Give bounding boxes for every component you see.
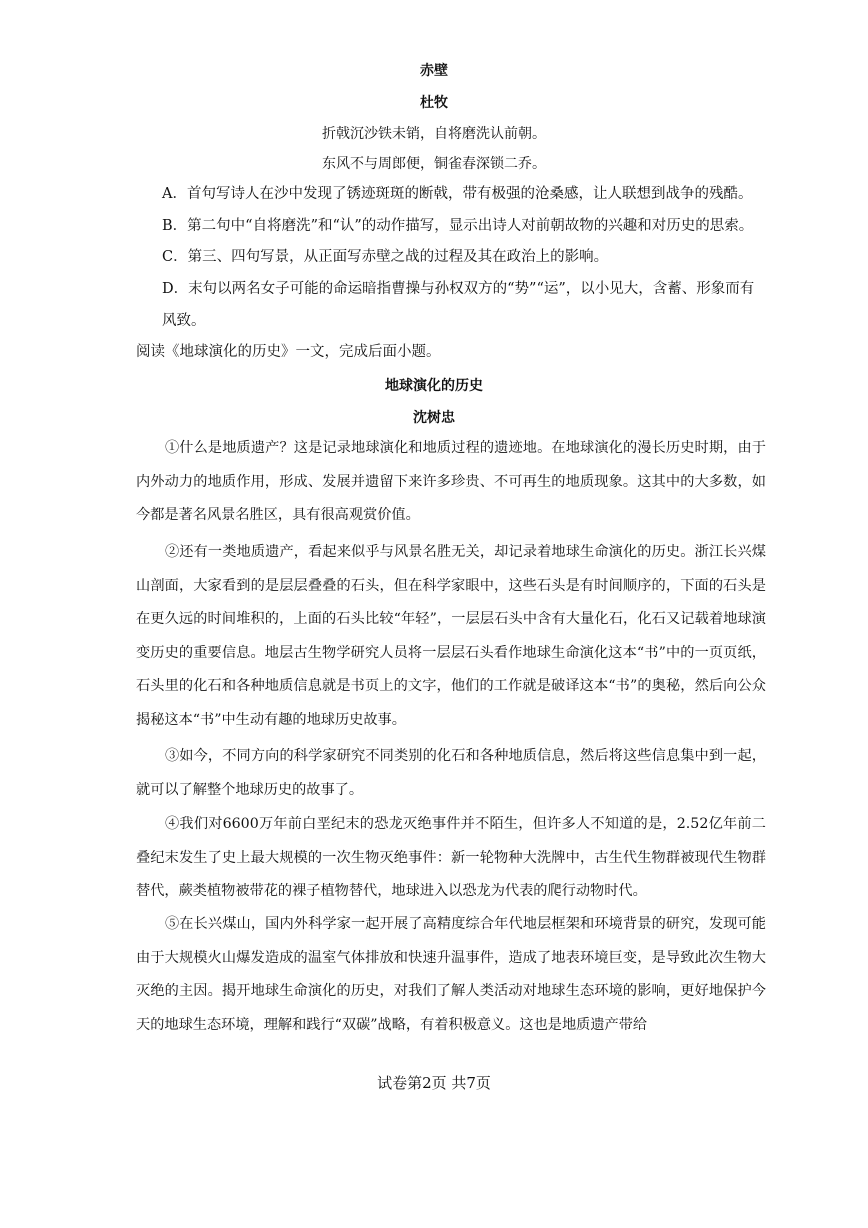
article-author: 沈树忠: [413, 410, 455, 426]
poem-title: 赤壁: [420, 63, 448, 79]
option-c: C．第三、四句写景，从正面写赤壁之战的过程及其在政治上的影响。: [162, 249, 609, 265]
page-footer: 试卷第2页 共7页: [377, 1074, 491, 1092]
option-d-line-2: 风致。: [162, 313, 206, 329]
option-a: A．首句写诗人在沙中发现了锈迹斑斑的断戟，带有极强的沧桑感，让人联想到战争的残酷。: [162, 186, 753, 202]
article-title: 地球演化的历史: [385, 378, 483, 394]
option-b: B．第二句中“自将磨洗”和“认”的动作描写，显示出诗人对前朝故物的兴趣和对历史的思索。: [162, 218, 754, 234]
article-paragraph-3: ③如今，不同方向的科学家研究不同类别的化石和各种地质信息，然后将这些信息集中到一起，就可以了解整个地球历史的故事了。: [136, 748, 766, 798]
article-paragraph-2: ②还有一类地质遗产，看起来似乎与风景名胜无关，却记录着地球生命演化的历史。浙江长兴煤山剖面，大家看到的是层层叠叠的石头，但在科学家眼中，这些石头是有时间顺序的，下面的石头是在更久远的时间堆积的，上面的石头比较“年轻”，一层层石头中含有大量化石，化石又记载着地球演变历史的重要信息。地层古生物学研究人员将一层层石头看作地球生命演化这本“书”中的一页页纸，石头里的化石和各种地质信息就是书页上的文字，他们的工作就是破译这本“书”的奥秘，然后向公众揭秘这本“书”中生动有趣的地球历史故事。: [136, 544, 766, 728]
reading-instruction: 阅读《地球演化的历史》一文，完成后面小题。: [136, 344, 441, 360]
poem-author: 杜牧: [420, 95, 448, 111]
option-d-line-1: D．末句以两名女子可能的命运暗指曹操与孙权双方的“势”“运”，以小见大，含蓄、形象而有: [162, 281, 755, 297]
article-paragraph-4: ④我们对6600万年前白垩纪末的恐龙灭绝事件并不陌生，但许多人不知道的是，2.52亿年前二叠纪末发生了史上最大规模的一次生物灭绝事件：新一轮物种大洗牌中，古生代生物群被现代生物群替代，蕨类植物被带花的裸子植物替代，地球进入以恐龙为代表的爬行动物时代。: [136, 816, 766, 899]
poem-line-1: 折戟沉沙铁未销，自将磨洗认前朝。: [322, 126, 546, 142]
article-paragraph-1: ①什么是地质遗产？这是记录地球演化和地质过程的遗迹地。在地球演化的漫长历史时期，由于内外动力的地质作用，形成、发展并遗留下来许多珍贵、不可再生的地质现象。这其中的大多数，如今都是著名风景名胜区，具有很高观赏价值。: [136, 440, 766, 523]
poem-line-2: 东风不与周郎便，铜雀春深锁二乔。: [322, 156, 546, 172]
article-paragraph-5: ⑤在长兴煤山，国内外科学家一起开展了高精度综合年代地层框架和环境背景的研究，发现可能由于大规模火山爆发造成的温室气体排放和快速升温事件，造成了地表环境巨变，是导致此次生物大灭绝的主因。揭开地球生命演化的历史，对我们了解人类活动对地球生态环境的影响，更好地保护今天的地球生态环境，理解和践行“双碳”战略，有着积极意义。这也是地质遗产带给: [136, 916, 766, 1033]
